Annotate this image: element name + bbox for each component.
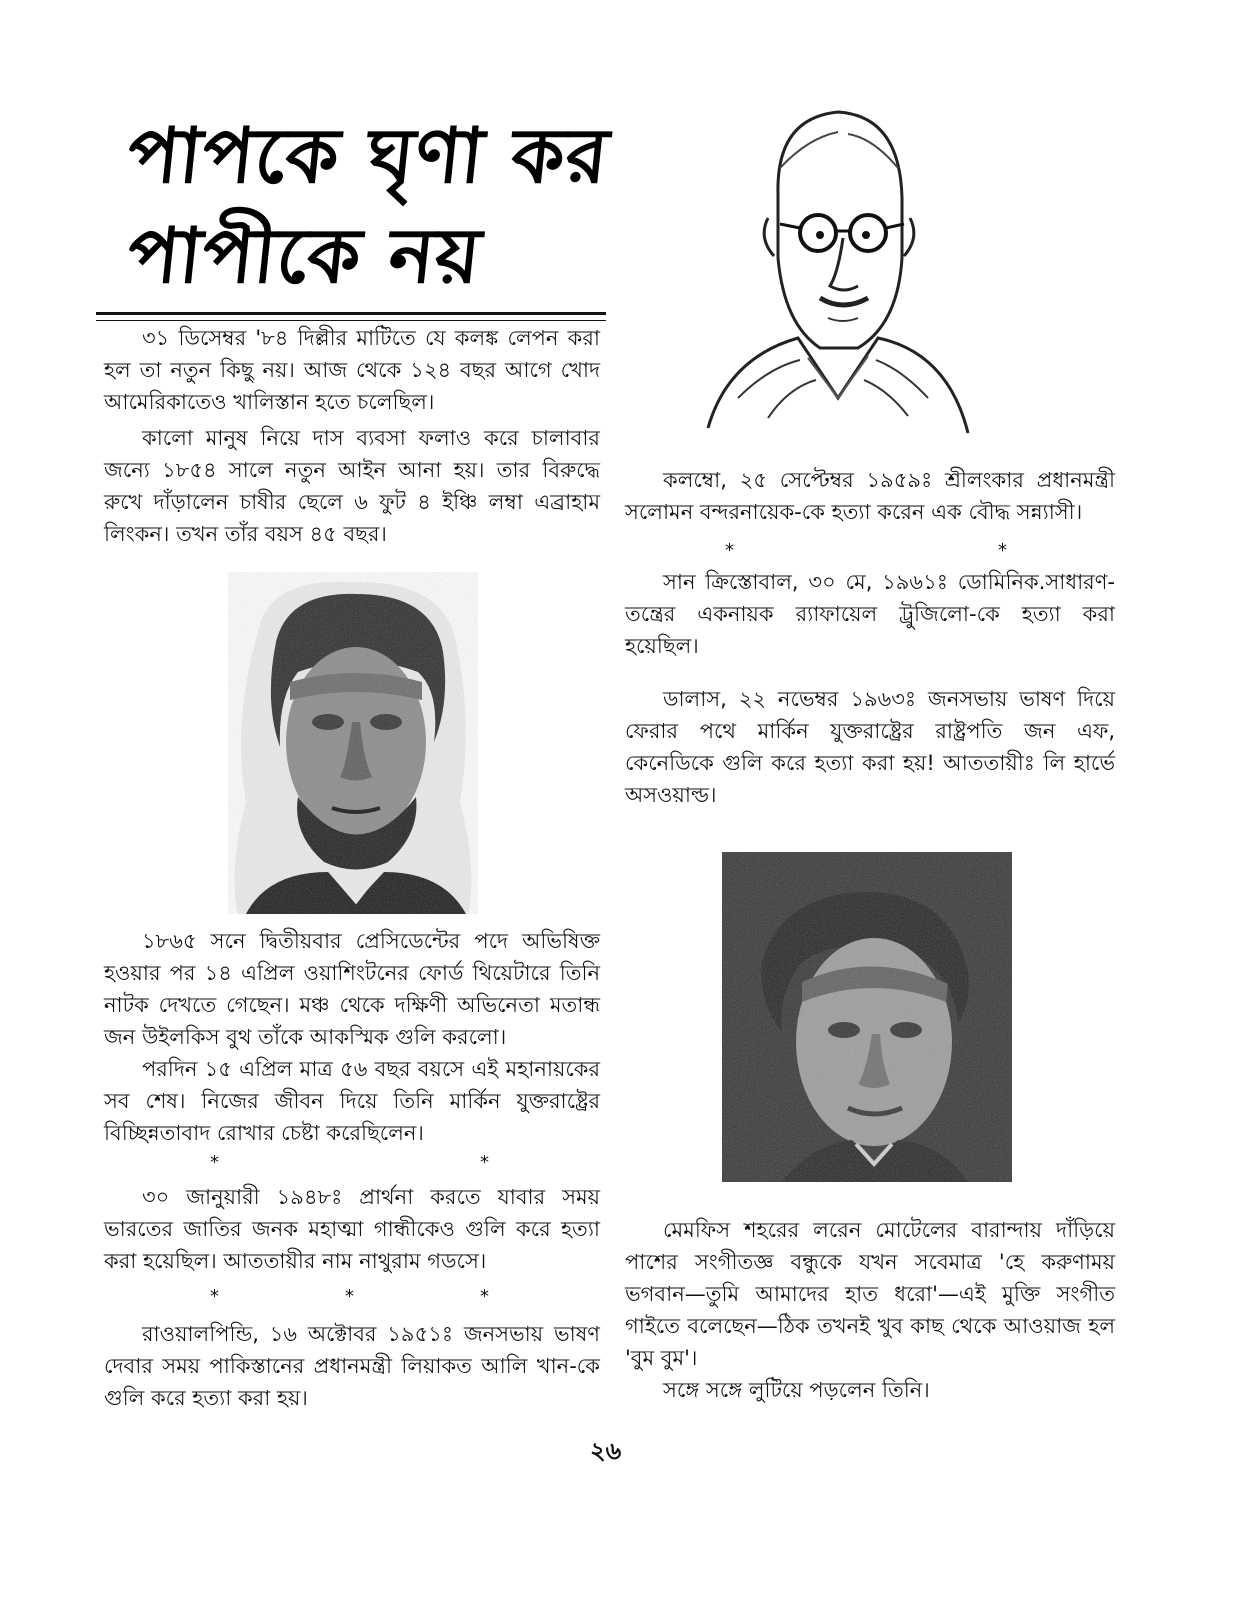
liaquat-paragraph: রাওয়ালপিন্ডি, ১৬ অক্টোবর ১৯৫১ঃ জনসভায় ভাষণ দেবার সময় পাকিস্তানের প্রধানমন্ত্রী লিয়াকত আলি খান-কে গুলি করে হত্যা করা হয়।	[104, 1322, 600, 1410]
separator-asterisk: *	[345, 1286, 354, 1307]
memphis-paragraph: মেমফিস শহরের লরেন মোটেলের বারান্দায় দাঁড়িয়ে পাশের সংগীতজ্ঞ বন্ধুকে যখন সবেমাত্র 'হে করুণাময় ভগবান—তুমি আমাদের হাত ধরো'—এই মুক্তি সংগীত গাইতে বলেছেন—ঠিক তখনই খুব কাছ থেকে আওয়াজ হল 'বুম বুম'।	[625, 1218, 1115, 1370]
gandhi-paragraph: ৩০ জানুয়ারী ১৯৪৮ঃ প্রার্থনা করতে যাবার সময় ভারতের জাতির জনক মহাত্মা গান্ধীকেও গুলি করে হত্যা করা হয়েছিল। আততায়ীর নাম নাথুরাম গডসে।	[104, 1185, 600, 1273]
memphis-closing-line: সঙ্গে সঙ্গে লুটিয়ে পড়লেন তিনি।	[663, 1378, 930, 1402]
trujillo-paragraph: সান ক্রিস্তোবাল, ৩০ মে, ১৯৬১ঃ ডোমিনিক.সাধারণ-তন্ত্রের একনায়ক র‍্যাফায়েল ট্রুজিলো-কে হত্যা করা হয়েছিল।	[625, 570, 1115, 658]
title-divider	[96, 312, 606, 321]
separator-asterisk: *	[210, 1152, 219, 1173]
separator-asterisk: *	[480, 1152, 489, 1173]
lincoln-portrait	[228, 572, 478, 914]
lincoln-background-paragraph: কালো মানুষ নিয়ে দাস ব্যবসা ফলাও করে চালাবার জন্যে ১৮৫৪ সালে নতুন আইন আনা হয়। তার বিরুদ্ধে রুখে দাঁড়ালেন চাষীর ছেলে ৬ ফুট ৪ ইঞ্চি লম্বা এব্রাহাম লিংকন। তখন তাঁর বয়স ৪৫ বছর।	[104, 426, 600, 546]
separator-asterisk: *	[480, 1286, 489, 1307]
gandhi-sketch	[688, 98, 980, 448]
separator-asterisk: *	[210, 1286, 219, 1307]
page-title-line-1: পাপকে ঘৃণা কর	[123, 111, 614, 200]
intro-paragraph: ৩১ ডিসেম্বর '৮৪ দিল্লীর মাটিতে যে কলঙ্ক লেপন করা হল তা নতুন কিছু নয়। আজ থেকে ১২৪ বছর আগে খোদ আমেরিকাতেও খালিস্তান হতে চলেছিল।	[104, 326, 600, 414]
kennedy-paragraph: ডালাস, ২২ নভেম্বর ১৯৬৩ঃ জনসভায় ভাষণ দিয়ে ফেরার পথে মার্কিন যুক্তরাষ্ট্রের রাষ্ট্রপতি জন এফ, কেনেডিকে গুলি করে হত্যা করা হয়! আততায়ীঃ লি হার্ভে অসওয়াল্ড।	[625, 687, 1115, 807]
bandaranaike-paragraph: কলম্বো, ২৫ সেপ্টেম্বর ১৯৫৯ঃ শ্রীলংকার প্রধানমন্ত্রী সলোমন বন্দরনায়েক-কে হত্যা করেন এক বৌদ্ধ সন্ন্যাসী।	[625, 468, 1115, 524]
lincoln-death-paragraph: পরদিন ১৫ এপ্রিল মাত্র ৫৬ বছর বয়সে এই মহানায়কের সব শেষ। নিজের জীবন দিয়ে তিনি মার্কিন যুক্তরাষ্ট্রের বিচ্ছিন্নতাবাদ রোখার চেষ্টা করেছিলেন।	[104, 1057, 600, 1145]
separator-asterisk: *	[998, 540, 1007, 561]
separator-asterisk: *	[725, 540, 734, 561]
lincoln-assassination-paragraph: ১৮৬৫ সনে দ্বিতীয়বার প্রেসিডেন্টের পদে অভিষিক্ত হওয়ার পর ১৪ এপ্রিল ওয়াশিংটনের ফোর্ড থিয়েটারে তিনি নাটক দেখতে গেছেন। মঞ্চ থেকে দক্ষিণী অভিনেতা মতান্ধ জন উইলকিস বুথ তাঁকে আকস্মিক গুলি করলো।	[104, 929, 600, 1049]
page-number: ২৬	[590, 1437, 622, 1465]
page-title-line-2: পাপীকে নয়	[123, 211, 486, 300]
kennedy-photo	[722, 852, 1012, 1182]
